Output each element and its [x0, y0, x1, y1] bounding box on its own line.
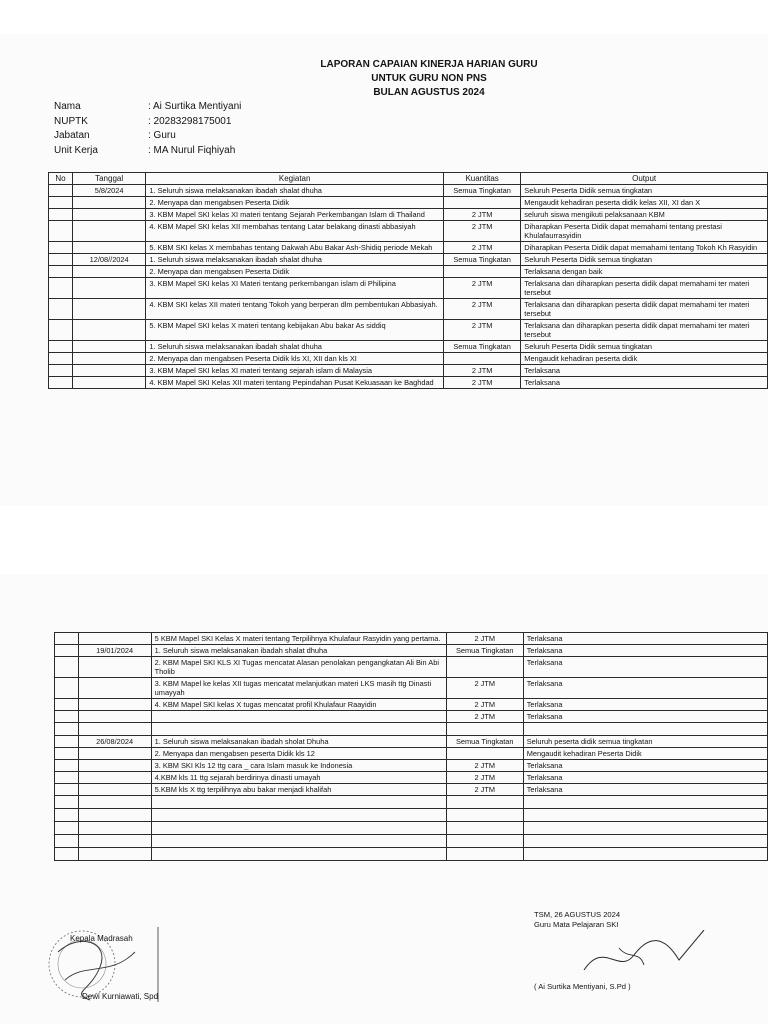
cell-no — [55, 809, 79, 822]
table-row — [49, 278, 768, 299]
cell-tanggal — [72, 221, 145, 242]
cell-tanggal — [72, 266, 145, 278]
cell-kuantitas: 2 JTM — [446, 633, 523, 645]
cell-output — [523, 835, 767, 848]
table-body-page-2 — [55, 633, 768, 861]
cell-kuantitas: 2 JTM — [446, 678, 523, 699]
cell-tanggal — [72, 242, 145, 254]
table-row — [49, 197, 768, 209]
cell-kegiatan — [151, 711, 446, 723]
cell-output: Terlaksana dan diharapkan peserta didik dapat memahami ter materi tersebut — [521, 278, 768, 299]
cell-tanggal — [78, 748, 151, 760]
cell-output: Terlaksana — [521, 365, 768, 377]
signature-place-date: TSM, 26 AGUSTUS 2024 — [534, 910, 621, 919]
cell-kuantitas — [446, 822, 523, 835]
cell-kegiatan: 1. Seluruh siswa melaksanakan ibadah sholat Dhuha — [151, 736, 446, 748]
cell-kuantitas — [443, 197, 520, 209]
table-row — [55, 699, 768, 711]
cell-output: Terlaksana — [523, 772, 767, 784]
table-row — [55, 835, 768, 848]
activity-table-page-2 — [54, 632, 768, 861]
table-row — [55, 760, 768, 772]
table-row — [49, 266, 768, 278]
cell-output: Terlaksana dan diharapkan peserta didik dapat memahami ter materi tersebut — [521, 299, 768, 320]
cell-tanggal — [78, 809, 151, 822]
cell-no — [49, 254, 73, 266]
cell-no — [55, 748, 79, 760]
cell-kuantitas — [446, 796, 523, 809]
cell-kuantitas — [446, 835, 523, 848]
cell-tanggal — [78, 848, 151, 861]
cell-no — [55, 822, 79, 835]
info-label: Nama — [54, 101, 81, 112]
table-row — [49, 185, 768, 197]
cell-tanggal — [72, 197, 145, 209]
cell-kegiatan: 2. Menyapa dan mengabsen Peserta Didik kls XI, XII dan kls XI — [146, 353, 444, 365]
table-row — [55, 633, 768, 645]
cell-output: Terlaksana — [523, 678, 767, 699]
info-value: : MA Nurul Fiqhiyah — [148, 144, 236, 156]
cell-kegiatan — [151, 848, 446, 861]
cell-tanggal — [78, 678, 151, 699]
column-header-output: Output — [521, 173, 768, 185]
cell-kuantitas: 2 JTM — [446, 760, 523, 772]
column-header-no: No — [49, 173, 73, 185]
cell-kegiatan: 3. KBM SKI Kls 12 ttg cara _ cara Islam masuk ke Indonesia — [151, 760, 446, 772]
teacher-info — [54, 100, 348, 158]
cell-kegiatan: 3. KBM Mapel SKI kelas XI materi tentang Sejarah Perkembangan Islam di Thailand — [146, 209, 444, 221]
cell-kuantitas: 2 JTM — [443, 320, 520, 341]
cell-output: Terlaksana — [523, 657, 767, 678]
info-label: NUPTK — [54, 115, 88, 127]
table-row — [55, 772, 768, 784]
cell-no — [49, 266, 73, 278]
cell-kuantitas: 2 JTM — [446, 772, 523, 784]
activity-table-page-1 — [48, 172, 768, 389]
table-header-row — [49, 173, 768, 185]
cell-kegiatan — [151, 723, 446, 736]
cell-output: Terlaksana — [523, 760, 767, 772]
cell-kegiatan: 3. KBM Mapel ke kelas XII tugas mencatat melanjutkan materi LKS masih ttg Dinasti umayyah — [151, 678, 446, 699]
table-row — [55, 809, 768, 822]
report-page-2 — [0, 574, 768, 1024]
cell-kuantitas — [446, 657, 523, 678]
cell-kuantitas: Semua Tingkatan — [443, 254, 520, 266]
cell-no — [55, 699, 79, 711]
table-row — [55, 736, 768, 748]
cell-no — [55, 784, 79, 796]
info-row-nama — [54, 100, 348, 115]
info-row-unit-kerja — [54, 144, 348, 159]
cell-tanggal: 19/01/2024 — [78, 645, 151, 657]
cell-tanggal — [78, 784, 151, 796]
cell-kegiatan — [151, 822, 446, 835]
cell-no — [55, 848, 79, 861]
table-row — [49, 320, 768, 341]
cell-tanggal — [78, 822, 151, 835]
cell-output — [523, 796, 767, 809]
cell-no — [55, 711, 79, 723]
cell-kegiatan: 1. Seluruh siswa melaksanakan ibadah shalat dhuha — [151, 645, 446, 657]
table-row — [49, 341, 768, 353]
cell-kegiatan: 2. Menyapa dan mengabsen Peserta Didik — [146, 266, 444, 278]
table-row — [55, 796, 768, 809]
cell-tanggal — [72, 209, 145, 221]
cell-tanggal — [78, 633, 151, 645]
cell-output — [523, 809, 767, 822]
table-row — [55, 645, 768, 657]
column-header-tanggal: Tanggal — [72, 173, 145, 185]
table-row — [49, 353, 768, 365]
cell-output: Seluruh Peserta Didik semua tingkatan — [521, 254, 768, 266]
cell-output — [523, 848, 767, 861]
cell-kegiatan: 4. KBM Mapel SKI kelas X tugas mencatat profil Khulafaur Raayidin — [151, 699, 446, 711]
cell-no — [55, 772, 79, 784]
cell-output: Terlaksana — [521, 377, 768, 389]
cell-no — [49, 341, 73, 353]
cell-kuantitas: 2 JTM — [443, 209, 520, 221]
cell-kuantitas: 2 JTM — [446, 711, 523, 723]
cell-kuantitas: 2 JTM — [443, 365, 520, 377]
cell-tanggal — [72, 341, 145, 353]
teacher-name: ( Ai Surtika Mentiyani, S.Pd ) — [534, 982, 631, 991]
cell-output: Terlaksana — [523, 633, 767, 645]
cell-tanggal: 5/8/2024 — [72, 185, 145, 197]
cell-kuantitas: Semua Tingkatan — [443, 185, 520, 197]
cell-tanggal — [72, 320, 145, 341]
cell-kegiatan: 4. KBM SKI kelas XII materi tentang Tokoh yang berperan dlm pembentukan Abbasiyah. — [146, 299, 444, 320]
cell-no — [49, 221, 73, 242]
cell-output: Terlaksana dengan baik — [521, 266, 768, 278]
table-row — [55, 711, 768, 723]
cell-kegiatan: 1. Seluruh siswa melaksanakan ibadah shalat dhuha — [146, 185, 444, 197]
cell-tanggal: 26/08/2024 — [78, 736, 151, 748]
cell-tanggal — [72, 365, 145, 377]
cell-no — [55, 796, 79, 809]
principal-title: Kepala Madrasah — [70, 934, 133, 943]
info-label: Unit Kerja — [54, 144, 98, 156]
cell-kuantitas: 2 JTM — [443, 242, 520, 254]
title-line-2: UNTUK GURU NON PNS — [371, 73, 487, 84]
cell-output: Terlaksana — [523, 699, 767, 711]
cell-tanggal — [78, 796, 151, 809]
table-row — [55, 678, 768, 699]
cell-no — [55, 633, 79, 645]
title-line-3: BULAN AGUSTUS 2024 — [373, 87, 485, 98]
info-row-nuptk — [54, 115, 348, 130]
cell-output: Mengaudit kehadiran peserta didik kelas XII, XI dan X — [521, 197, 768, 209]
cell-output: Terlaksana dan diharapkan peserta didik dapat memahami ter materi tersebut — [521, 320, 768, 341]
cell-kegiatan: 4. KBM Mapel SKI kelas XII membahas tentang Latar belakang dinasti abbasiyah — [146, 221, 444, 242]
cell-no — [49, 299, 73, 320]
cell-no — [55, 645, 79, 657]
cell-kegiatan — [151, 835, 446, 848]
report-title — [0, 58, 768, 100]
cell-no — [49, 320, 73, 341]
cell-no — [49, 185, 73, 197]
cell-tanggal — [78, 699, 151, 711]
cell-kuantitas: Semua Tingkatan — [446, 736, 523, 748]
cell-kegiatan: 3. KBM Mapel SKI kelas XI Materi tentang perkembangan islam di Philipina — [146, 278, 444, 299]
column-header-kuantitas: Kuantitas — [443, 173, 520, 185]
table-row — [49, 221, 768, 242]
cell-no — [55, 760, 79, 772]
table-row — [55, 848, 768, 861]
cell-kuantitas — [443, 353, 520, 365]
table-body-page-1 — [49, 185, 768, 389]
cell-kegiatan: 2. KBM Mapel SKI KLS XI Tugas mencatat Alasan penolakan pengangkatan Ali Bin Abi Tholib — [151, 657, 446, 678]
cell-no — [49, 353, 73, 365]
table-row — [49, 377, 768, 389]
cell-kuantitas: 2 JTM — [443, 278, 520, 299]
cell-tanggal — [78, 711, 151, 723]
cell-tanggal — [72, 353, 145, 365]
cell-output: Terlaksana — [523, 711, 767, 723]
cell-no — [55, 835, 79, 848]
info-value: : Guru — [148, 130, 176, 141]
cell-no — [55, 736, 79, 748]
cell-tanggal — [72, 299, 145, 320]
table-row — [55, 822, 768, 835]
cell-output: Mengaudit kehadiran peserta didik — [521, 353, 768, 365]
cell-kegiatan: 1. Seluruh siswa melaksanakan ibadah shalat dhuha — [146, 254, 444, 266]
cell-output: Diharapkan Peserta Didik dapat memahami tentang Tokoh Kh Rasyidin — [521, 242, 768, 254]
cell-output: Seluruh Peserta Didik semua tingkatan — [521, 185, 768, 197]
cell-kuantitas: Semua Tingkatan — [446, 645, 523, 657]
teacher-title: Guru Mata Pelajaran SKI — [534, 920, 619, 929]
teacher-signature-scribble — [574, 930, 714, 980]
cell-kuantitas: 2 JTM — [443, 377, 520, 389]
cell-tanggal — [72, 278, 145, 299]
info-value: : Ai Surtika Mentiyani — [148, 101, 242, 112]
cell-no — [55, 678, 79, 699]
cell-no — [49, 278, 73, 299]
cell-output: Mengaudit kehadiran Peserta Didik — [523, 748, 767, 760]
cell-kegiatan: 5.KBM kls X ttg terpilihnya abu bakar menjadi khalifah — [151, 784, 446, 796]
cell-kegiatan: 2. Menyapa dan mengabsen peserta Didik kls 12 — [151, 748, 446, 760]
cell-kuantitas — [446, 848, 523, 861]
cell-kuantitas — [443, 266, 520, 278]
cell-no — [49, 242, 73, 254]
cell-kuantitas — [446, 748, 523, 760]
cell-kegiatan — [151, 796, 446, 809]
table-row — [49, 299, 768, 320]
cell-kegiatan: 5 KBM Mapel SKI Kelas X materi tentang Terpilihnya Khulafaur Rasyidin yang pertama. — [151, 633, 446, 645]
cell-no — [49, 377, 73, 389]
cell-output — [523, 723, 767, 736]
cell-kegiatan: 5. KBM SKI kelas X membahas tentang Dakwah Abu Bakar Ash-Shidiq periode Mekah — [146, 242, 444, 254]
cell-tanggal — [78, 723, 151, 736]
cell-no — [49, 209, 73, 221]
cell-output: Terlaksana — [523, 784, 767, 796]
report-page-1 — [0, 34, 768, 506]
cell-kegiatan: 3. KBM Mapel SKI kelas XI materi tentang sejarah islam di Malaysia — [146, 365, 444, 377]
cell-tanggal — [78, 760, 151, 772]
table-row — [55, 657, 768, 678]
cell-output: Diharapkan Peserta Didik dapat memahami tentang prestasi Khulafaurrasyidin — [521, 221, 768, 242]
table-row — [49, 209, 768, 221]
teacher-signature-block — [534, 910, 754, 1010]
cell-no — [49, 365, 73, 377]
cell-output — [523, 822, 767, 835]
cell-kuantitas: 2 JTM — [446, 784, 523, 796]
cell-output: Seluruh peserta didik semua tingkatan — [523, 736, 767, 748]
table-row — [55, 748, 768, 760]
cell-tanggal — [72, 377, 145, 389]
column-header-kegiatan: Kegiatan — [146, 173, 444, 185]
info-row-jabatan — [54, 129, 348, 144]
cell-kuantitas — [446, 723, 523, 736]
cell-output: seluruh siswa mengikuti pelaksanaan KBM — [521, 209, 768, 221]
cell-tanggal — [78, 772, 151, 784]
cell-kegiatan: 5. KBM Mapel SKI kelas X materi tentang kebijakan Abu bakar As siddiq — [146, 320, 444, 341]
cell-no — [55, 723, 79, 736]
cell-output: Terlaksana — [523, 645, 767, 657]
cell-kegiatan: 4.KBM kls 11 ttg sejarah berdirinya dinasti umayah — [151, 772, 446, 784]
cell-kuantitas: 2 JTM — [443, 299, 520, 320]
cell-no — [49, 197, 73, 209]
table-row — [49, 254, 768, 266]
cell-kuantitas: 2 JTM — [443, 221, 520, 242]
table-row — [55, 723, 768, 736]
table-row — [49, 242, 768, 254]
title-line-1: LAPORAN CAPAIAN KINERJA HARIAN GURU — [320, 59, 538, 70]
cell-kegiatan: 4. KBM Mapel SKI Kelas XII materi tentang Pepindahan Pusat Kekuasaan ke Baghdad — [146, 377, 444, 389]
cell-kuantitas: 2 JTM — [446, 699, 523, 711]
principal-name: Dewi Kurniawati, Spd — [82, 992, 159, 1001]
cell-kegiatan — [151, 809, 446, 822]
table-row — [49, 365, 768, 377]
cell-kegiatan: 1. Seluruh siswa melaksanakan ibadah shalat dhuha — [146, 341, 444, 353]
cell-kuantitas: Semua Tingkatan — [443, 341, 520, 353]
cell-tanggal: 12/08//2024 — [72, 254, 145, 266]
cell-no — [55, 657, 79, 678]
cell-tanggal — [78, 835, 151, 848]
table-row — [55, 784, 768, 796]
cell-output: Seluruh Peserta Didik semua tingkatan — [521, 341, 768, 353]
info-label: Jabatan — [54, 130, 90, 141]
cell-kegiatan: 2. Menyapa dan mengabsen Peserta Didik — [146, 197, 444, 209]
info-value: : 20283298175001 — [148, 115, 232, 127]
cell-tanggal — [78, 657, 151, 678]
cell-kuantitas — [446, 809, 523, 822]
principal-signature-block — [40, 922, 200, 1012]
